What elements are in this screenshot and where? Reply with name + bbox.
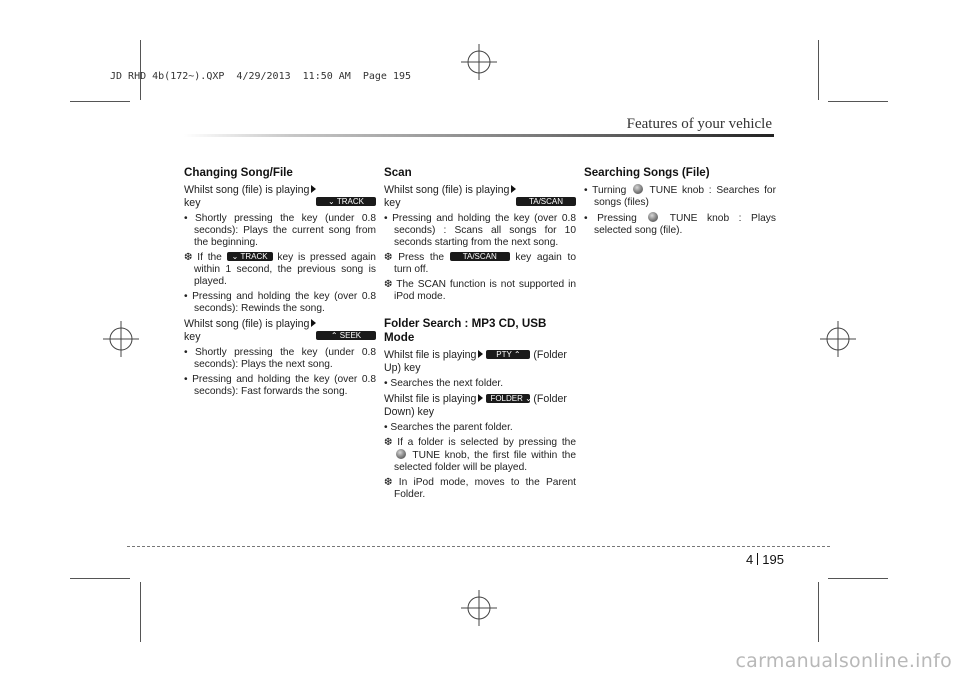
paragraph-seek-key: Whilst song (file) is playing ⌃ SEEK key [184,318,376,344]
column-searching-songs [584,166,776,240]
crop-mark-top-left-v [140,40,141,100]
chevron-up-icon: ⌃ [330,331,338,340]
footer-rule [127,546,830,547]
bullet-hold-scan: • Pressing and holding the key (over 0.8 seconds) : Scans all songs for 10 seconds starting from the next song. [384,213,576,248]
play-arrow-icon [311,319,316,327]
bullet-short-press-track: • Shortly pressing the key (under 0.8 seconds): Plays the current song from the beginning. [184,213,376,248]
section-title: Features of your vehicle [626,116,772,132]
track-down-key-icon: ⌄ TRACK [316,197,376,206]
column-scan-folder [384,166,576,504]
crop-mark-bottom-left-v [140,582,141,642]
registration-mark-right [820,321,856,357]
note-ipod-parent: ❆ In iPod mode, moves to the Parent Folder. [384,477,576,500]
paragraph-track-key: Whilst song (file) is playing ⌄ TRACK key [184,184,376,210]
crop-mark-top-left-h [70,101,130,102]
page-number-value: 195 [762,552,784,567]
crop-mark-top-right-v [818,40,819,100]
pty-key-icon: PTY ⌃ [486,350,530,359]
tune-knob-icon [633,184,643,194]
play-arrow-icon [511,185,516,193]
paragraph-scan-key: Whilst song (file) is playing TA/SCAN key [384,184,576,210]
seek-up-key-icon: ⌃ SEEK [316,331,376,340]
header-rule [184,134,774,137]
note-track-repeat: ❆ If the ⌄ TRACK key is pressed again within 1 second, the previous song is played. [184,252,376,287]
page-number-separator [757,553,758,565]
chevron-down-icon: ⌄ [328,197,335,206]
chevron-down-icon: ⌄ [231,252,239,261]
ta-scan-key-icon: TA/SCAN [450,252,510,261]
play-arrow-icon [478,350,483,358]
folder-key-icon: FOLDER ⌄ [486,394,530,403]
heading-scan: Scan [384,166,412,179]
bullet-next-folder: • Searches the next folder. [384,378,504,389]
heading-folder-search: Folder Search : MP3 CD, USB Mode [384,317,547,344]
crop-mark-top-right-h [828,101,888,102]
bullet-pressing-tune: • Pressing TUNE knob : Plays selected song (file). [584,213,776,236]
bullet-turning-tune: • Turning TUNE knob : Searches for songs (files) [584,185,776,208]
chevron-down-icon: ⌄ [525,394,532,403]
note-scan-ipod: ❆ The SCAN function is not supported in iPod mode. [384,279,576,302]
heading-changing-song: Changing Song/File [184,166,293,179]
tune-knob-icon [648,212,658,222]
crop-mark-bottom-right-v [818,582,819,642]
watermark: carmanualsonline.info [735,650,952,672]
bullet-parent-folder: • Searches the parent folder. [384,422,513,433]
play-arrow-icon [478,394,483,402]
bullet-short-press-seek: • Shortly pressing the key (under 0.8 seconds): Plays the next song. [184,347,376,370]
bullet-hold-rewind: • Pressing and holding the key (over 0.8 seconds): Rewinds the song. [184,291,376,314]
paragraph-folder-down: Whilst file is playing FOLDER ⌄ (Folder Down) key [384,393,567,418]
tune-knob-icon [396,449,406,459]
play-arrow-icon [311,185,316,193]
chevron-up-icon: ⌃ [513,350,521,359]
registration-mark-left [103,321,139,357]
bullet-hold-fast-forward: • Pressing and holding the key (over 0.8 seconds): Fast forwards the song. [184,374,376,397]
paragraph-folder-up: Whilst file is playing PTY ⌃ (Folder Up) key [384,349,567,374]
chapter-number: 4 [746,552,754,567]
track-down-key-icon: ⌄ TRACK [227,252,273,261]
registration-mark-bottom [461,590,497,626]
ta-scan-key-icon: TA/SCAN [516,197,576,206]
page-number [746,552,784,567]
column-changing-song [184,166,376,401]
crop-mark-bottom-right-h [828,578,888,579]
registration-mark-top [461,44,497,80]
note-folder-selected: ❆ If a folder is selected by pressing the TUNE knob, the first file within the selected folder will be played. [384,437,576,473]
prepress-info: JD RHD 4b(172~).QXP 4/29/2013 11:50 AM Page 195 [110,71,412,82]
note-scan-off: ❆ Press the TA/SCAN key again to turn off. [384,252,576,275]
crop-mark-bottom-left-h [70,578,130,579]
heading-searching-songs: Searching Songs (File) [584,166,710,179]
